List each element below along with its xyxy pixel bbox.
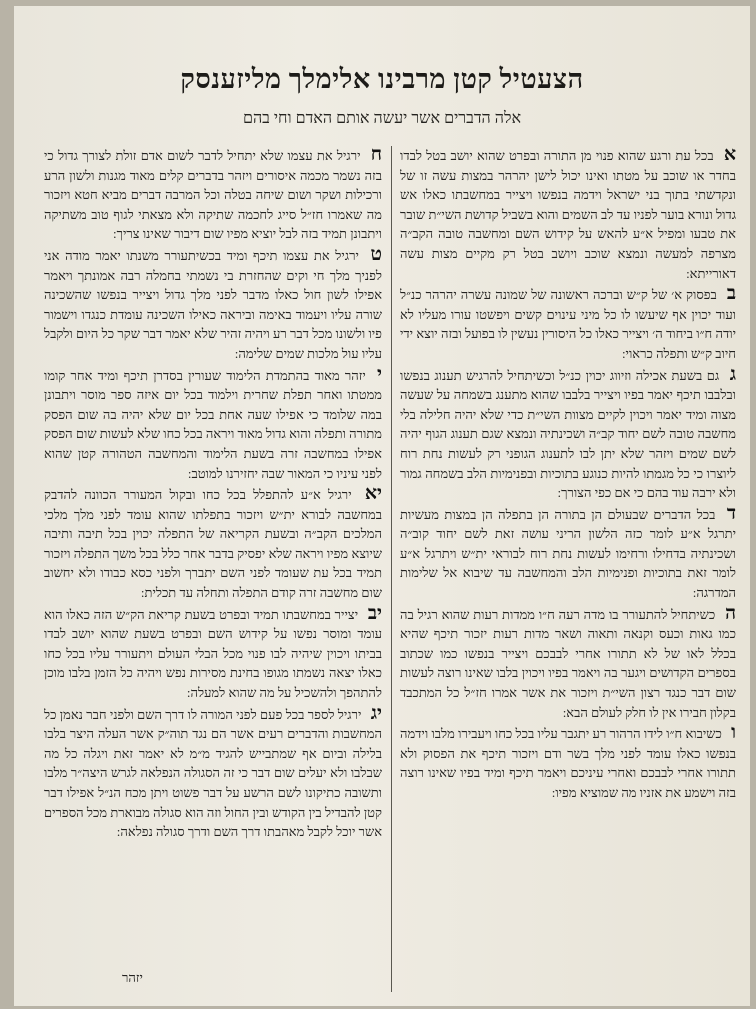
paragraph-text: בכל הדברים שבעולם הן בתורה הן בתפלה הן במצות מעשיות יתרגל א״ע לומר כזה הלשון הריני עושה זאת לשם יחוד קוב״ה ושכינתיה בדחילו ורחימו לעשות נחת רוח לבוראי ית״ש ויתרגל א״ע לומר זאת בתוכיות ופנימיות הלב והמחשבה עד שיבוא אל שלימות המדרגה: [400, 506, 736, 601]
paragraph-letter: יג [370, 702, 382, 724]
paragraph-text: יצייר במחשבתו תמיד ובפרט בשעת קריאת הק״ש הזה כאלו הוא עומד ומוסר נפשו על קידוש השם ובפרט בשעת שהוא יושב לבדו בביתו ויכוין שיהיה לבו פנוי מכל הבלי העולם ויתעורר עליו בכל כחו כאלו יצאה נשמתו מגופו בחינת מסירות נפש ויהיה כל הזמן בלבו מוכן להתהפך ולהשכיל על מה שהוא למעלה: [44, 606, 382, 701]
paragraph-letter: ה [725, 602, 736, 624]
paragraph [44, 146, 382, 244]
paragraph-letter: ב [726, 283, 736, 305]
left-column [44, 146, 382, 1000]
paragraph [400, 502, 736, 603]
paragraph [44, 485, 382, 603]
catchword: יזהר [122, 970, 143, 985]
paragraph-text: ירגיל לספר בכל פעם לפני המורה לו דרך השם ולפני חבר נאמן כל המחשבות והדברים רעים אשר הם נגד תוה״ק אשר העלה היצר בלבו בלילה וביום אף שמתבייש להגיד מ״מ לא יאמר זאת ויגלה כל מה שבלבו ולא יעלים שום דבר כי זה הסגולה הנפלאה לגרש היצה״ר מלבו ותשובה כתיקונו לשם הרשע על דבר פשוט ויתן מכח הנ״ל אפילו דבר קטן להבדיל בין הקודש ובין החול וזה הוא סגולה מבוארת מכל הספרים אשר יוכל לקבל מאהבתו דרך השם ודרך סגולה נפלאה: [44, 706, 382, 840]
paragraph-text: בפסוק א׳ של ק״ש וברכה ראשונה של שמונה עשרה יהרהר כנ״ל ועוד יכוין אף שיעשו לו כל מיני עינוים קשים ויפשטו עורו מעליו לא יודה ח״ו ביחוד ה׳ ויצייר כאלו כל היסורין נעשין לו בפועל ובזה יוצא ידי חיוב ק״ש ותפלה כראוי: [400, 287, 736, 361]
paragraph-text: יזהר מאוד בהתמדת הלימוד שעורין בסדרן תיכף ומיד אחר קומו ממטתו ואחר תפלת שחרית וילמוד בכל יום איזה ספר מוסר ויתבונן במה שלומד כי אפילו שעה אחת בכל יום שלא יהיה בה שום הפסק מתורה ותפלה והוא גדול מאוד ויראה בכל כחו שלא לעשות שום הפסק אפילו במחשבה זרה בשעת הלימוד והמחשבה הטהורה קטן שהוא לפני עיניו כי המאור שבה יחזירנו למוטב: [44, 367, 382, 481]
paragraph [400, 285, 736, 363]
paragraph-text: כשיבוא ח״ו לידו הרהור רע יתגבר עליו בכל כחו ויעבירו מלבו וידמה בנפשו כאלו עומד לפני מלך בשר ודם ויזכור תיכף את הפסוק ולא תתורו אחרי לבבכם ואחרי עיניכם ויאמר תיכף ומיד בפיו שאינו רוצה בזה וישמע את אזניו מה שמוציא מפיו: [400, 726, 736, 800]
paragraph [44, 602, 382, 703]
paragraph-letter: ו [731, 722, 736, 744]
column-divider [391, 146, 392, 992]
paragraph-text: כשיתחיל להתעורר בו מדה רעה ח״ו ממדות רעות שהוא רגיל בה כמו גאות וכעס וקנאה ותאוה ושאר מדות רעות יזכור תיכף שהיא בכלל לאו של לא תתורו אחרי לבבכם ויצייר בנפשו כמו שכתוב בספרים הקדושים ויגער בה ויאמר בפיו ויכוין בלבו שאינו רוצה לעשות שום דבר כנגד רצון השי״ת ויזכור את אשר אמרו חז״ל כל המתכבד בקלון חבירו אין לו חלק לעולם הבא: [400, 606, 736, 720]
paragraph-letter: ח [370, 146, 382, 165]
paragraph-letter: יב [367, 602, 382, 624]
page-title: הצעטיל קטן מרבינו אלימלך מליזענסק [180, 64, 584, 94]
paragraph-letter: י [377, 363, 382, 385]
paragraph [44, 363, 382, 484]
paragraph-letter: ד [726, 502, 736, 524]
paragraph-text: ירגיל את עצמו שלא יתחיל לדבר לשום אדם זולת לצורך גדול כי בזה נשמר מכמה איסורים ויזהר בדברים קלים מאוד מגנות ולשון הרע ורכילות ושקר ושום שיחה בטלה וכל המרבה דברים מביא חטא ויזכור מה שאמרו חז״ל סייג לחכמה שתיקה ולא מצאתי לגוף טוב משתיקה ויתבונן תמיד בזה לבל יוציא מפיו שום דיבור שאינו צריך: [44, 148, 382, 242]
paragraph [400, 146, 736, 283]
paragraph-letter: יא [364, 483, 382, 505]
paragraph [44, 702, 382, 842]
paragraph-text: ירגיל א״ע להתפלל בכל כחו ובקול המעורר הכוונה להדבק במחשבה לבורא ית״ש ויזכור בתפלתו שהוא עומד לפני מלך מלכי המלכים הקב״ה ובשעת הקריאה של התפלה יכוין בכל תיבה ותיבה שיוצא מפיו ויראה שלא יפסיק בדבר אחר כלל בכל משך התפלה ויזכור תמיד בכל עת שעומד לפני השם יתברך ולפני כסא כבודו ולא יחשוב שום מחשבה זרה קודם התפלה ותחלה עד תכלית: [44, 487, 382, 601]
paragraph-letter: ג [729, 363, 736, 385]
right-column [400, 146, 736, 1000]
page-subtitle: אלה הדברים אשר יעשה אותם האדם וחי בהם [242, 110, 522, 127]
paragraph-text: בכל עת ורגע שהוא פנוי מן התורה ובפרט שהוא יושב בטל לבדו בחדר או שוכב על מטתו ואינו יכול לישן יהרהר במצות עשה זו של ונקדשתי בתוך בני ישראל וידמה בנפשו ויצייר במחשבתו כאלו אש גדול ונורא בוער לפניו עד לב השמים והוא בשביל קדושת השי״ת שובר את טבעו ומפיל א״ע להאש על קידוש השם ומחשבה טובה הקב״ה מצרפה למעשה ונמצא שוכב ויושב בטל רק מקיים מצות עשה דאורייתא: [400, 148, 736, 281]
paragraph [400, 363, 736, 503]
book-page [14, 6, 750, 1006]
paragraph [44, 243, 382, 364]
paragraph-text: גם בשעת אכילה וזיווג יכוין כנ״ל וכשיתחיל להרגיש תענוג בנפשו ובלבבו תיכף יאמר בפיו ויצייר בלבבו שהוא מתענג בשמחה על שעשה מצוה ומיד יאמר ויכוין לקיים מצוות השי״ת כדי שלא יהיה חלילה בלי מחשבה טובה לשם יחוד קב״ה ושכינתיה ונמצא שגם תענוג הגוף יהיה לשם שמים ויזהר שלא יתן לבו לתענוג הגופני רק לעשות נחת רוח ליוצרו כי כל מגמתו להיות כנוגע בתוכיות ובפנימיות הלב בשמחה גמור ולא ירבה עוד בהם כי אם כפי הצורך: [400, 367, 736, 501]
paragraph-letter: ט [370, 243, 382, 265]
paragraph-text: ירגיל את עצמו תיכף ומיד בכשיתעורר משנתו יאמר מודה אני לפניך מלך חי וקים שהחזרת בי נשמתי בחמלה רבה אמונתך ויאמר אפילו לשון חול כאלו מדבר לפני מלך גדול ויצייר בנפשו שהשכינה שורה עליו ויעמוד באימה וביראה כאילו השכינה עומדת כנגדו וישמור פיו ולשונו מכל דבר רע ויהיה זהיר שלא יאמר דבר שקר כל היום ולקבל עליו עול מלכות שמים שלימה: [44, 247, 382, 361]
paragraph [400, 724, 736, 802]
paragraph [400, 602, 736, 723]
paragraph-letter: א [723, 146, 736, 165]
